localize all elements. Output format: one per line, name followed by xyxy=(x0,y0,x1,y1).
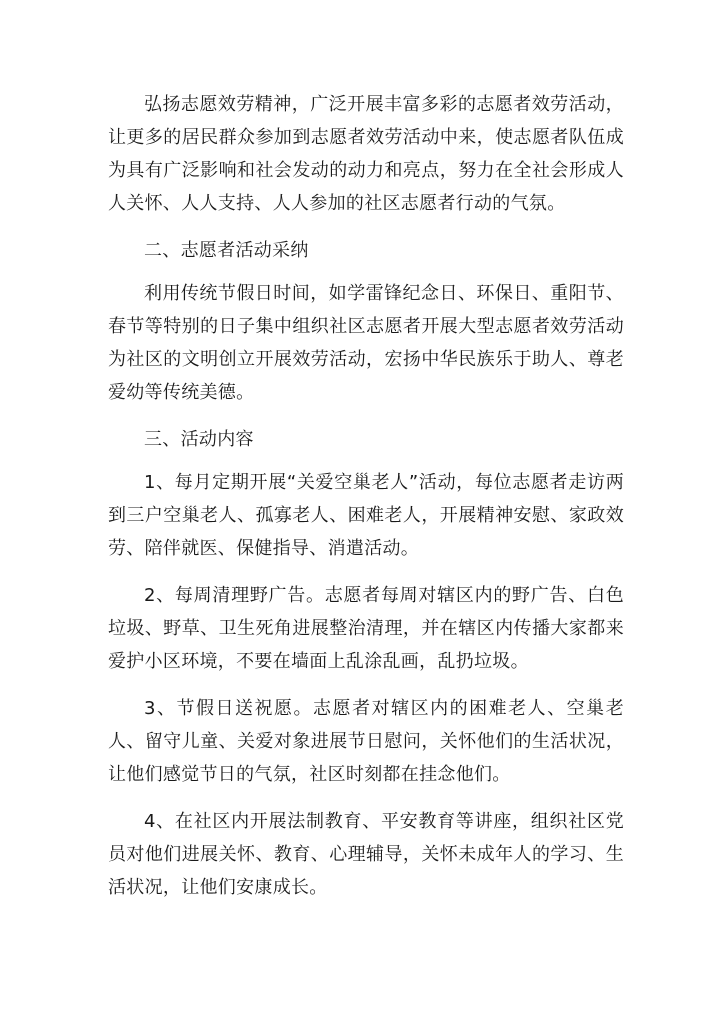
section-body-paragraph: 利用传统节假日时间，如学雷锋纪念日、环保日、重阳节、春节等特别的日子集中组织社区志愿者开展大型志愿者效劳活动为社区的文明创立开展效劳活动，宏扬中华民族乐于助人、尊老爱幼等传统美德。 xyxy=(108,283,624,403)
document-page xyxy=(108,88,624,918)
list-item: 1、每月定期开展“关爱空巢老人”活动，每位志愿者走访两到三户空巢老人、孤寡老人、困难老人，开展精神安慰、家政效劳、陪伴就医、保健指导、消遣活动。 xyxy=(108,472,624,559)
intro-paragraph: 弘扬志愿效劳精神，广泛开展丰富多彩的志愿者效劳活动，让更多的居民群众参加到志愿者效劳活动中来，使志愿者队伍成为具有广泛影响和社会发动的动力和亮点，努力在全社会形成人人关怀、人人支持、人人参加的社区志愿者行动的气氛。 xyxy=(108,94,624,214)
list-item: 2、每周清理野广告。志愿者每周对辖区内的野广告、白色垃圾、野草、卫生死角进展整治清理，并在辖区内传播大家都来爱护小区环境，不要在墙面上乱涂乱画，乱扔垃圾。 xyxy=(108,585,624,672)
section-heading-activity-content: 三、活动内容 xyxy=(144,429,254,450)
list-item: 3、节假日送祝愿。志愿者对辖区内的困难老人、空巢老人、留守儿童、关爱对象进展节日慰问，关怀他们的生活状况，让他们感觉节日的气氛，社区时刻都在挂念他们。 xyxy=(108,698,624,785)
section-heading-activity-adoption: 二、志愿者活动采纳 xyxy=(144,240,309,261)
list-item: 4、在社区内开展法制教育、平安教育等讲座，组织社区党员对他们进展关怀、教育、心理辅导，关怀未成年人的学习、生活状况，让他们安康成长。 xyxy=(108,811,624,898)
